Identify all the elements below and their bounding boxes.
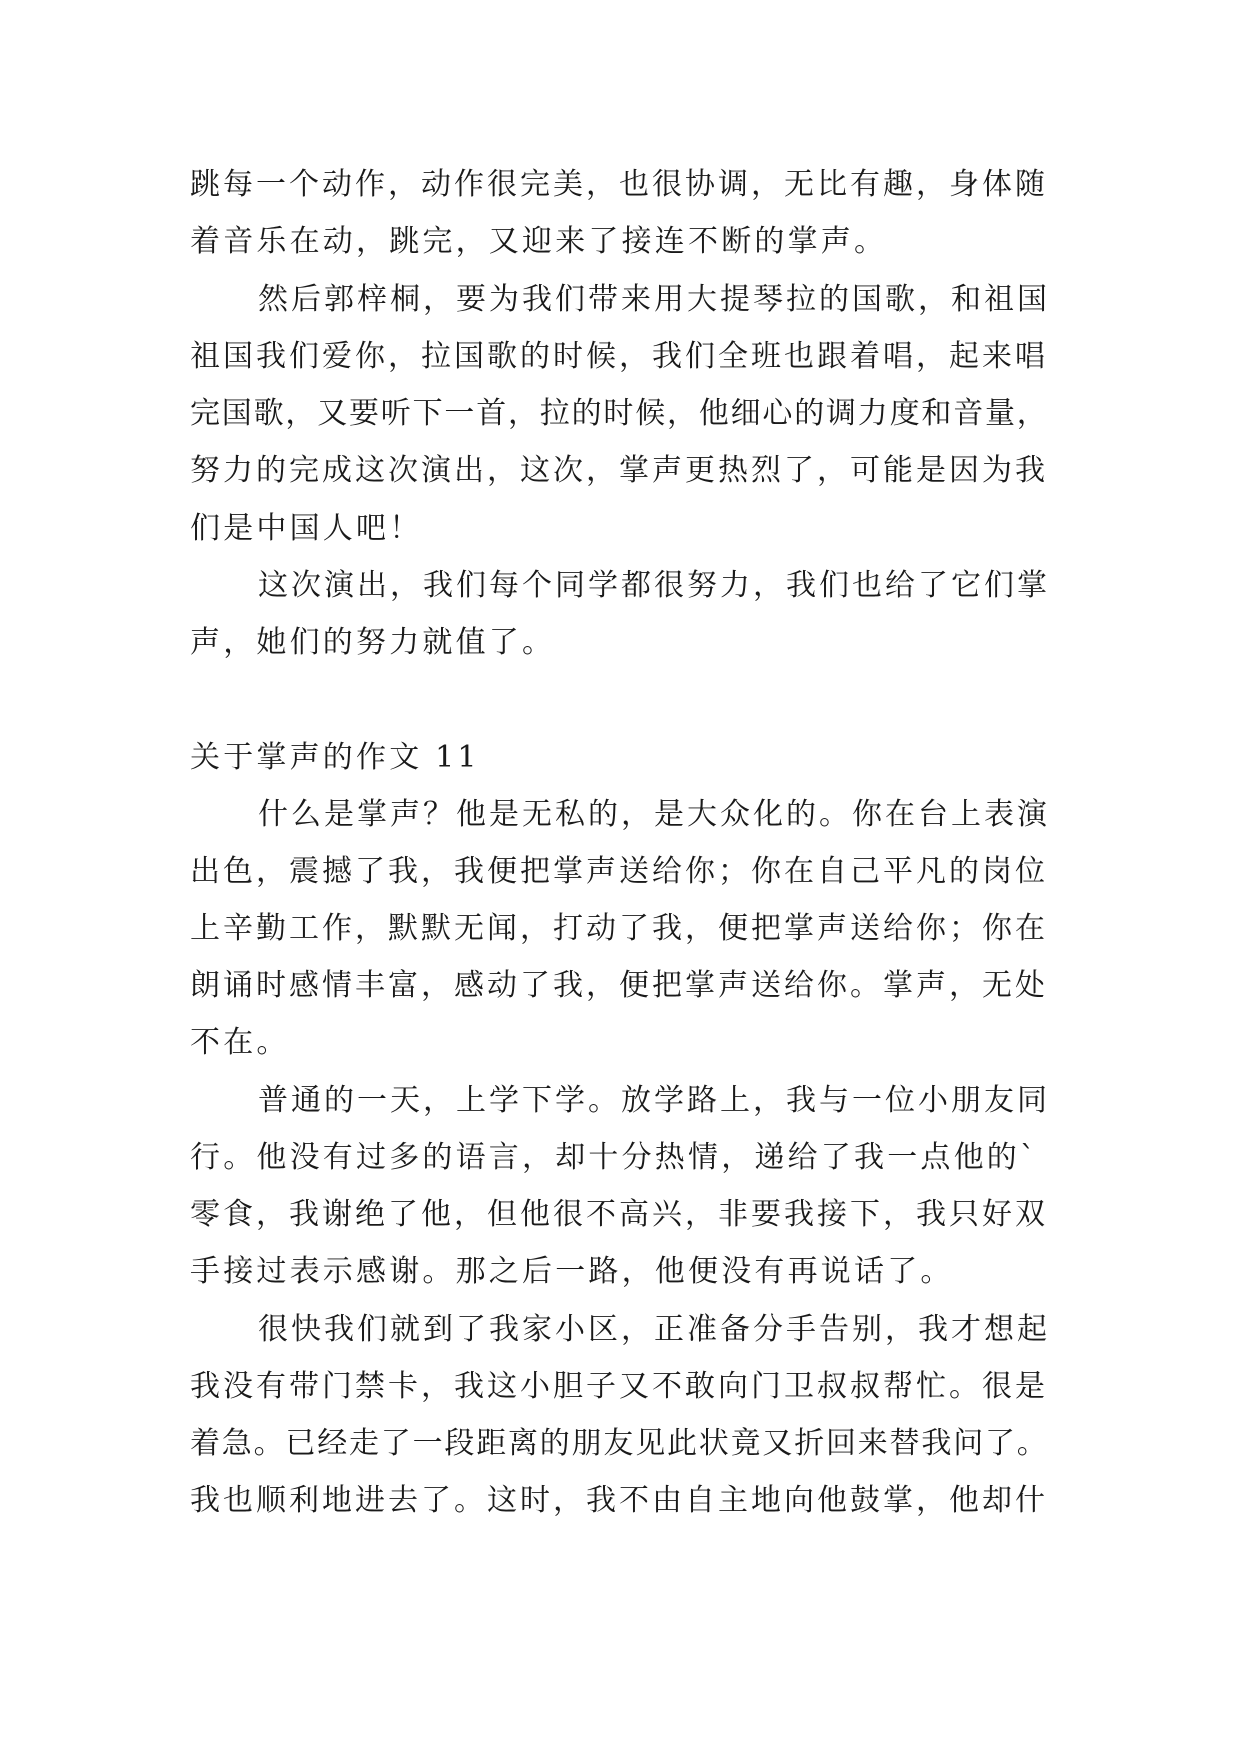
paragraph-first-line: 很快我们就到了我家小区，正准备分手告别，我才想起 [258, 1312, 1050, 1347]
text-line: 着急。已经走了一段距离的朋友见此状竟又折回来替我问了。 [190, 1426, 1049, 1461]
text-line: 出色，震撼了我，我便把掌声送给你；你在自己平凡的岗位 [190, 854, 1048, 889]
text-line: 上辛勤工作，默默无闻，打动了我，便把掌声送给你；你在 [190, 911, 1048, 946]
text-line: 祖国我们爱你，拉国歌的时候，我们全班也跟着唱，起来唱 [190, 339, 1048, 374]
text-line: 我也顺利地进去了。这时，我不由自主地向他鼓掌，他却什 [190, 1483, 1048, 1518]
text-line: 行。他没有过多的语言，却十分热情，递给了我一点他的` [190, 1140, 1039, 1175]
section-heading: 关于掌声的作文 11 [190, 740, 480, 775]
text-line: 不在。 [190, 1025, 290, 1060]
paragraph-first-line: 然后郭梓桐，要为我们带来用大提琴拉的国歌，和祖国 [258, 282, 1050, 317]
text-line: 着音乐在动，跳完，又迎来了接连不断的掌声。 [190, 224, 888, 259]
paragraph-first-line: 普通的一天，上学下学。放学路上，我与一位小朋友同 [258, 1083, 1050, 1118]
text-line: 努力的完成这次演出，这次，掌声更热烈了，可能是因为我 [190, 453, 1048, 488]
text-line: 手接过表示感谢。那之后一路，他便没有再说话了。 [190, 1254, 954, 1289]
paragraph-first-line: 这次演出，我们每个同学都很努力，我们也给了它们掌 [258, 568, 1050, 603]
text-line: 跳每一个动作，动作很完美，也很协调，无比有趣，身体随 [190, 167, 1048, 202]
text-line: 们是中国人吧！ [190, 511, 423, 546]
text-line: 完国歌，又要听下一首，拉的时候，他细心的调力度和音量， [190, 396, 1049, 431]
text-line: 朗诵时感情丰富，感动了我，便把掌声送给你。掌声，无处 [190, 968, 1048, 1003]
paragraph-first-line: 什么是掌声？他是无私的，是大众化的。你在台上表演 [258, 797, 1050, 832]
text-line: 零食，我谢绝了他，但他很不高兴，非要我接下，我只好双 [190, 1197, 1048, 1232]
text-line: 我没有带门禁卡，我这小胆子又不敢向门卫叔叔帮忙。很是 [190, 1369, 1048, 1404]
text-line: 声，她们的努力就值了。 [190, 625, 556, 660]
